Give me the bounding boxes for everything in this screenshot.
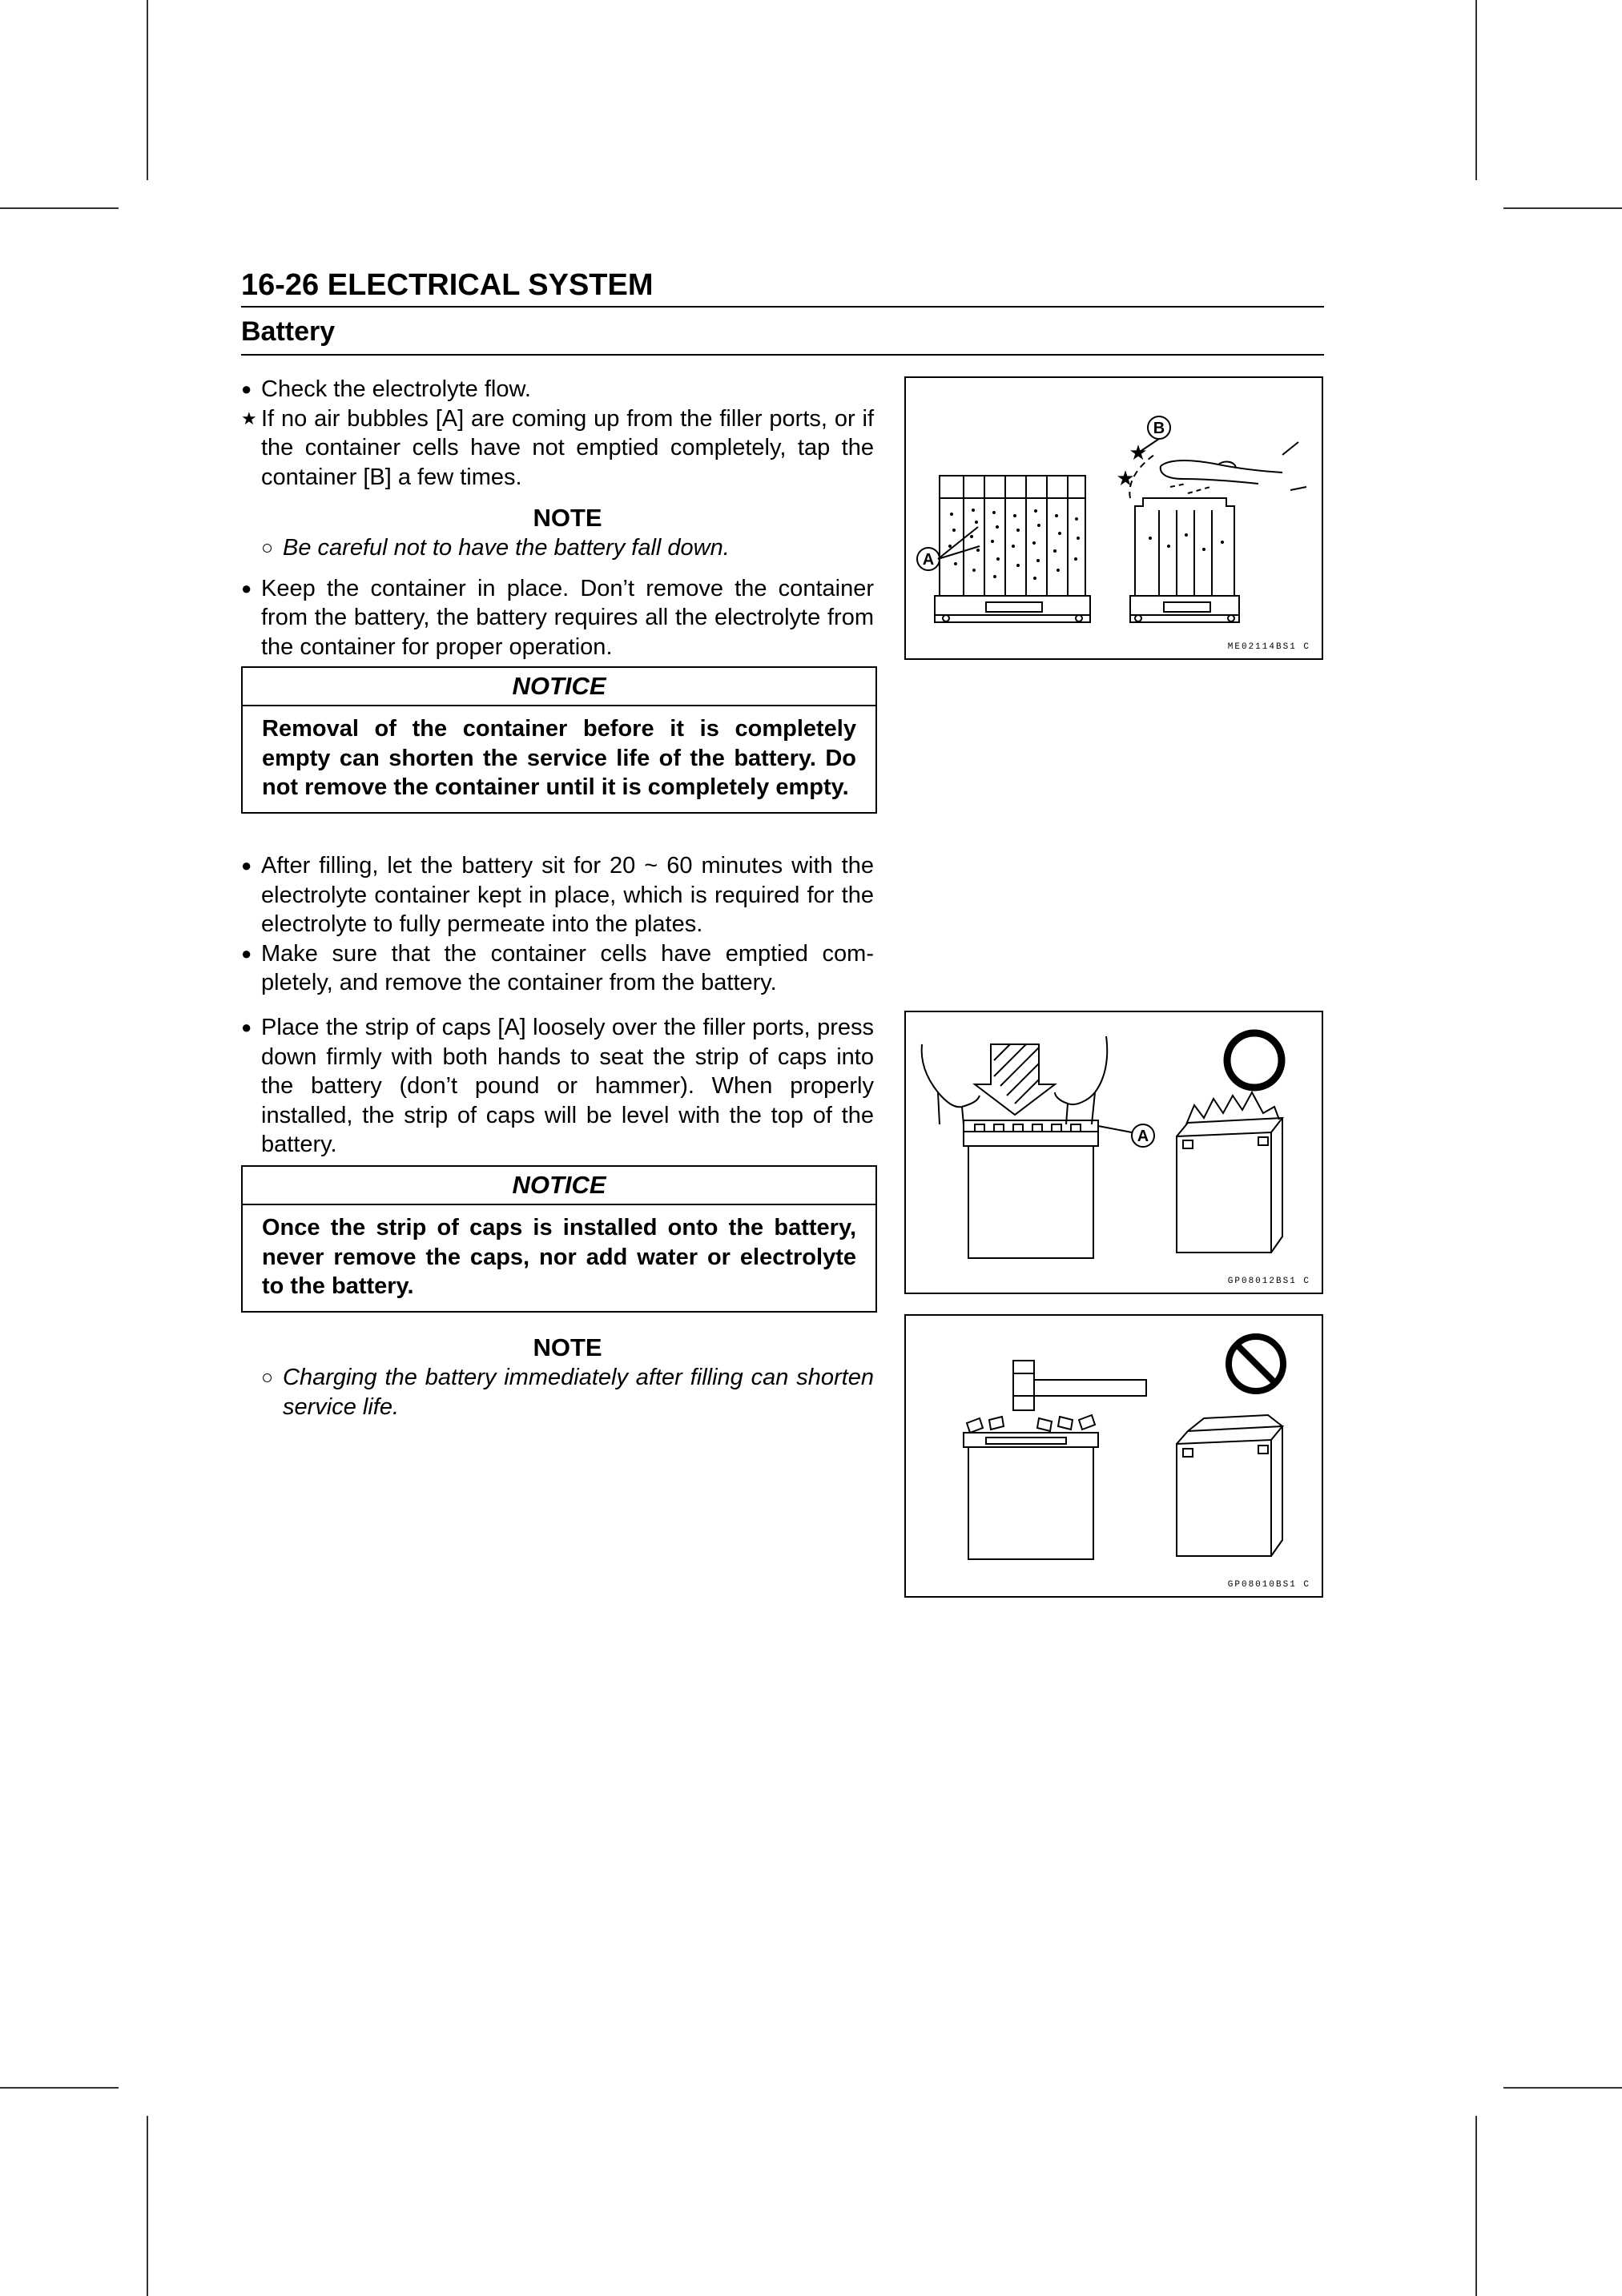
note-title: NOTE: [533, 1333, 602, 1361]
figure-label-b: B: [1153, 420, 1165, 437]
list-item: [241, 1013, 874, 1160]
note-text: Be careful not to have the battery fall down.: [283, 535, 730, 561]
note-text: Charging the battery immediately after filling can shorten service life.: [283, 1365, 874, 1420]
notice-body: Removal of the container before it is completely empty can shorten the service life of the battery. Do not remove the container until it is completely empty.: [262, 716, 856, 800]
figure-label-a: A: [922, 551, 935, 569]
star-marker: ★: [241, 408, 257, 428]
notice-title: NOTICE: [243, 1167, 875, 1205]
bullet-marker: ●: [241, 943, 252, 963]
list-item-text: Place the strip of caps [A] loosely over the filler ports, press down firmly with both hands to seat the strip of caps into the battery (don’t pound or hammer). When properly installed, the strip of caps will be level with the top of the battery.: [261, 1015, 874, 1157]
crop-mark: [0, 2087, 119, 2089]
list-item: [241, 375, 874, 404]
section-title: Battery: [241, 316, 336, 347]
page-header: [241, 264, 1324, 356]
notice-title: NOTICE: [243, 668, 875, 706]
tap-star-icon: ★: [1116, 467, 1135, 491]
instruction-block-2: [241, 851, 874, 998]
list-item-text: After filling, let the battery sit for 20 ~ 60 minutes with the electrolyte container kept in place, which is required for the electrolyte to fully permeate into the plates.: [261, 853, 874, 937]
tap-star-icon: ★: [1129, 441, 1148, 465]
crop-mark: [1503, 2087, 1622, 2089]
bullet-marker: ●: [241, 1017, 252, 1037]
notice-body: Once the strip of caps is installed onto the battery, never remove the caps, nor add water or electrolyte to the battery.: [262, 1215, 856, 1299]
list-item: [241, 404, 874, 493]
crop-mark: [1475, 2116, 1477, 2296]
figure-cap-installation-correct: [904, 1011, 1323, 1294]
figure-code: GP08012BS1 C: [1227, 1277, 1310, 1286]
list-item-text: If no air bubbles [A] are coming up from the filler ports, or if the container cells have not emptied completely, tap the container [B] a few times.: [261, 405, 874, 490]
crop-mark: [1503, 207, 1622, 209]
figure-code: ME02114BS1 C: [1227, 642, 1310, 652]
bullet-marker: ●: [241, 855, 252, 875]
circle-marker: ○: [261, 537, 274, 559]
notice-box: [241, 1165, 877, 1313]
hammer-prohibited-illustration: [906, 1316, 1322, 1596]
list-item-text: Keep the container in place. Don’t remove the container from the battery, the battery requires all the electrolyte from the container for proper operation.: [261, 575, 874, 660]
note-block: [241, 1333, 874, 1421]
note-title: NOTE: [533, 504, 602, 532]
bullet-marker: ●: [241, 379, 252, 399]
circle-marker: ○: [261, 1366, 274, 1389]
notice-box: [241, 666, 877, 814]
battery-filling-illustration: [906, 378, 1322, 658]
crop-mark: [147, 2116, 148, 2296]
crop-mark: [1475, 0, 1477, 180]
list-item: [241, 574, 874, 662]
note-item: [241, 1363, 874, 1421]
note-item: [241, 533, 874, 563]
list-item: [241, 939, 874, 998]
cap-strip-illustration: [906, 1012, 1322, 1293]
figure-code: GP08010BS1 C: [1227, 1580, 1310, 1590]
list-item-text: Make sure that the container cells have emptied completely, and remove the container from the battery.: [261, 940, 874, 995]
instruction-block-1: [241, 375, 874, 661]
crop-mark: [0, 207, 119, 209]
figure-cap-installation-wrong: [904, 1314, 1323, 1598]
list-item: [241, 851, 874, 939]
figure-label-a: A: [1137, 1128, 1149, 1145]
figure-electrolyte-flow: [904, 376, 1323, 660]
header-rule: [241, 306, 1324, 308]
page-title: 16-26 ELECTRICAL SYSTEM: [241, 268, 654, 302]
crop-mark: [147, 0, 148, 180]
section-rule: [241, 354, 1324, 356]
instruction-block-3: [241, 1013, 874, 1160]
bullet-marker: ●: [241, 577, 252, 598]
list-item-text: Check the electrolyte flow.: [261, 376, 531, 402]
